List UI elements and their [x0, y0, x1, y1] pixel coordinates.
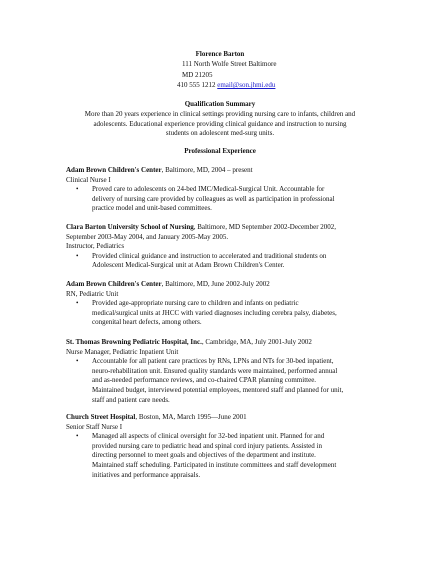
bullet-line: directing personnel to meet goals and objectives of the department and institute. — [92, 451, 316, 460]
bullet-item — [92, 252, 384, 271]
job-header — [66, 338, 384, 348]
applicant-name: Florence Barton — [195, 50, 245, 58]
bullet-item — [92, 185, 384, 214]
bullet-item — [92, 357, 384, 405]
job-role: Instructor, Pediatrics — [66, 242, 125, 251]
job-details: , Boston, MA, March 1995—June 2001 — [135, 413, 247, 421]
employer-name: Clara Barton University School of Nursing — [66, 223, 194, 231]
summary-line: students on adolescent med-surg units. — [165, 129, 275, 138]
address-line-2: MD 21205 — [182, 71, 213, 79]
job-details: , Baltimore, MD September 2002-December 2002, — [193, 223, 337, 231]
job-bullets — [66, 357, 384, 405]
address-line-1: 111 North Wolfe Street Baltimore — [182, 60, 277, 68]
employer-name: Church Street Hospital — [66, 413, 136, 421]
job-bullets — [66, 252, 384, 271]
job-entry — [66, 166, 384, 214]
job-entry — [66, 338, 384, 405]
bullet-line: neuro-rehabilitation unit. Ensured quality standards were maintained, performed annual — [92, 366, 338, 375]
job-bullets — [66, 432, 384, 480]
bullet-item — [92, 432, 384, 480]
job-details: , Baltimore, MD, 2004 – present — [161, 166, 253, 174]
job-entry — [66, 413, 384, 480]
bullet-line: • Provided clinical guidance and instruction to accelerated and traditional students on — [92, 251, 327, 260]
job-header — [66, 166, 384, 176]
job-header — [66, 223, 384, 233]
job-role: RN, Pediatric Unit — [66, 289, 119, 298]
bullet-line: • Managed all aspects of clinical oversight for 32-bed inpatient unit. Planned for and — [92, 432, 325, 441]
bullet-line: • Proved care to adolescents on 24-bed IMC/Medical-Surgical Unit. Accountable for — [92, 185, 325, 194]
bullet-line: initiatives and performance appraisals. — [92, 470, 201, 479]
bullet-line: Adolescent Medical-Surgical unit at Adam Brown Children's Center. — [92, 261, 285, 270]
job-bullets — [66, 299, 384, 328]
bullet-line: Maintained budget, interviewed potential employees, mentored staff and planned for unit, — [92, 385, 344, 394]
phone-number: 410 555 1212 — [177, 81, 216, 89]
email-link[interactable]: email@son.jhmi.edu — [217, 81, 276, 89]
job-header — [66, 280, 384, 290]
bullet-line: practice model and unit-based committees. — [92, 204, 212, 213]
job-details: , Baltimore, MD, June 2002-July 2002 — [161, 280, 270, 288]
job-entry — [66, 280, 384, 328]
job-role: Senior Staff Nurse I — [66, 422, 123, 431]
bullet-line: medical/surgical units at JHCC with varied diagnoses including cerebra palsy, diabetes, — [92, 308, 337, 317]
job-header — [66, 413, 384, 423]
bullet-line: delivery of nursing care provided by colleagues as well as participation in professional — [92, 194, 335, 203]
bullet-line: provided nursing care to pediatric head and spinal cord injury patients. Assisted in — [92, 441, 322, 450]
job-details: , Cambridge, MA, July 2001-July 2002 — [201, 338, 312, 346]
contact-line — [177, 81, 275, 91]
bullet-line: Maintained staff scheduling. Participated in institute committees and staff development — [92, 460, 337, 469]
bullet-line: • Provided age-appropriate nursing care to children and infants on pediatric — [92, 299, 299, 308]
bullet-line: • Accountable for all patient care practices by RNs, LPNs and NTs for 30-bed inpatient, — [92, 357, 334, 366]
bullet-line: congenital heart defects, among others. — [92, 318, 202, 327]
bullet-line: staff and patient care needs. — [92, 395, 170, 404]
summary-line: adolescents. Educational experience providing clinical guidance and instruction to nursing — [93, 119, 347, 128]
job-role: Nurse Manager, Pediatric Inpatient Unit — [66, 347, 179, 356]
job-bullets — [66, 185, 384, 214]
summary-heading: Qualification Summary — [184, 100, 256, 108]
employer-name: Adam Brown Children's Center — [66, 166, 162, 174]
summary-text — [62, 110, 378, 139]
job-entry — [66, 223, 384, 271]
job-details-cont: September 2003-May 2004, and January 2005-May 2005. — [66, 232, 229, 241]
employer-name: Adam Brown Children's Center — [66, 280, 162, 288]
bullet-line: and as-needed performance reviews, and co-chaired CPAR planning committee. — [92, 376, 317, 385]
bullet-item — [92, 299, 384, 328]
summary-line: More than 20 years experience in clinical settings providing nursing care to infants, children and — [84, 110, 356, 118]
employer-name: St. Thomas Browning Pediatric Hospital, Inc. — [66, 338, 202, 346]
job-role: Clinical Nurse I — [66, 175, 111, 184]
experience-heading: Professional Experience — [184, 147, 256, 155]
